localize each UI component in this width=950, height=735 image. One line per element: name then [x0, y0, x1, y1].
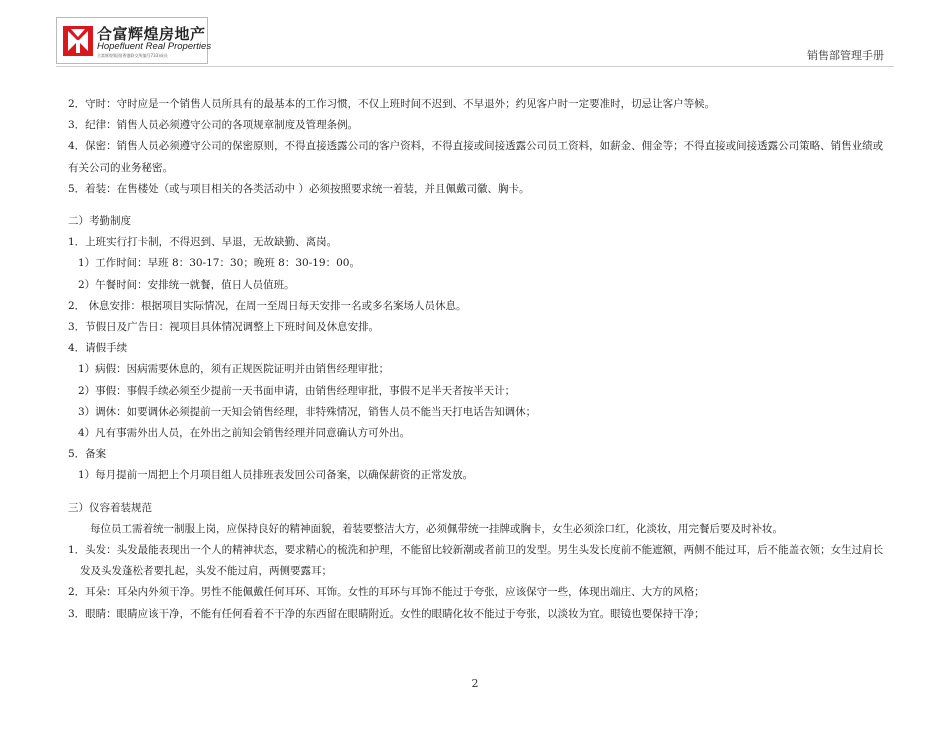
attendance-item-5: 5．备案 [68, 448, 107, 461]
section-heading-dress: 三）仪容着装规范 [68, 501, 152, 514]
attendance-item-1-sub: 2）午餐时间：安排统一就餐，值日人员值班。 [78, 278, 295, 291]
page-number: 2 [471, 677, 479, 690]
logo-english-name: Hopefluent Real Properties [97, 41, 212, 52]
leave-item: 2）事假：事假手续必须至少提前一天书面申请，由销售经理审批，事假不足半天者按半天计； [78, 384, 516, 397]
rule-dress: 5．着装：在售楼处（或与项目相关的各类活动中 ）必须按照要求统一着装，并且佩戴司徽、胸卡。 [68, 182, 530, 195]
leave-item: 3）调休：如要调休必须提前一天知会销售经理，非特殊情况，销售人员不能当天打电话告知调休； [78, 405, 537, 418]
document-title: 销售部管理手册 [807, 49, 884, 62]
header-divider [56, 66, 894, 67]
spacer [68, 487, 888, 498]
attendance-item-1: 1．上班实行打卡制，不得迟到、早退，无故缺勤、离岗。 [68, 236, 338, 249]
leave-item: 1）病假：因病需要休息的，须有正规医院证明并由销售经理审批； [78, 363, 390, 376]
dress-item-ears: 2．耳朵：耳朵内外须干净。男性不能佩戴任何耳环、耳饰。女性的耳环与耳饰不能过于夸张，应该保守一些，体现出端庄、大方的风格； [68, 586, 705, 599]
section-heading-attendance: 二）考勤制度 [68, 215, 131, 228]
dress-item-eyes: 3．眼睛：眼睛应该干净，不能有任何看着不干净的东西留在眼睛附近。女性的眼睛化妆不能过于夸张，以淡妆为宜。眼镜也要保持干净； [68, 607, 705, 620]
attendance-item-3: 3．节假日及广告日：视项目具体情况调整上下班时间及休息安排。 [68, 321, 380, 334]
company-logo [56, 17, 212, 64]
attendance-item-2: 2． 休息安排：根据项目实际情况，在周一至周日每天安排一名或多名案场人员休息。 [68, 299, 467, 312]
rule-punctuality: 2．守时：守时应是一个销售人员所具有的最基本的工作习惯，不仅上班时间不迟到、不早退外；约见客户时一定要准时，切忌让客户等候。 [68, 98, 716, 110]
attendance-item-4: 4．请假手续 [68, 342, 128, 355]
logo-chinese-name: 合富辉煌房地产 [97, 25, 206, 43]
dress-intro: 每位员工需着统一制服上岗，应保持良好的精神面貌，着装要整洁大方，必须佩带统一挂牌或胸卡，女生必须涂口红，化淡妆，用完餐后要及时补妆。 [90, 522, 783, 535]
rule-discipline: 3．纪律：销售人员必须遵守公司的各项规章制度及管理条例。 [68, 119, 359, 132]
dress-item-hair: 1．头发：头发最能表现出一个人的精神状态，要求精心的梳洗和护理，不能留比较新潮或者前卫的发型。男生头发长度前不能遮额，两侧不能过耳，后不能盖衣领；女生过肩长发及头发蓬松者要扎起，头发不能过肩，两侧要露耳； [68, 544, 884, 578]
logo-mark-icon [63, 26, 93, 56]
spacer [68, 200, 888, 211]
attendance-item-1-sub: 1）工作时间：早班 8：30-17：30；晚班 8：30-19：00。 [78, 257, 360, 270]
logo-subtitle: 合富辉煌集团(香港联交所编号733)成员 [97, 53, 168, 58]
document-body [68, 94, 888, 625]
rule-confidentiality: 4．保密：销售人员必须遵守公司的保密原则，不得直接透露公司的客户资料，不得直接或间接透露公司员工资料，如薪金、佣金等；不得直接或间接透露公司策略、销售业绩或有关公司的业务秘密。 [68, 140, 884, 174]
filing-item: 1）每月提前一周把上个月项目组人员排班表发回公司备案，以确保薪资的正常发放。 [78, 469, 474, 482]
leave-item: 4）凡有事需外出人员，在外出之前知会销售经理并同意确认方可外出。 [78, 427, 411, 440]
